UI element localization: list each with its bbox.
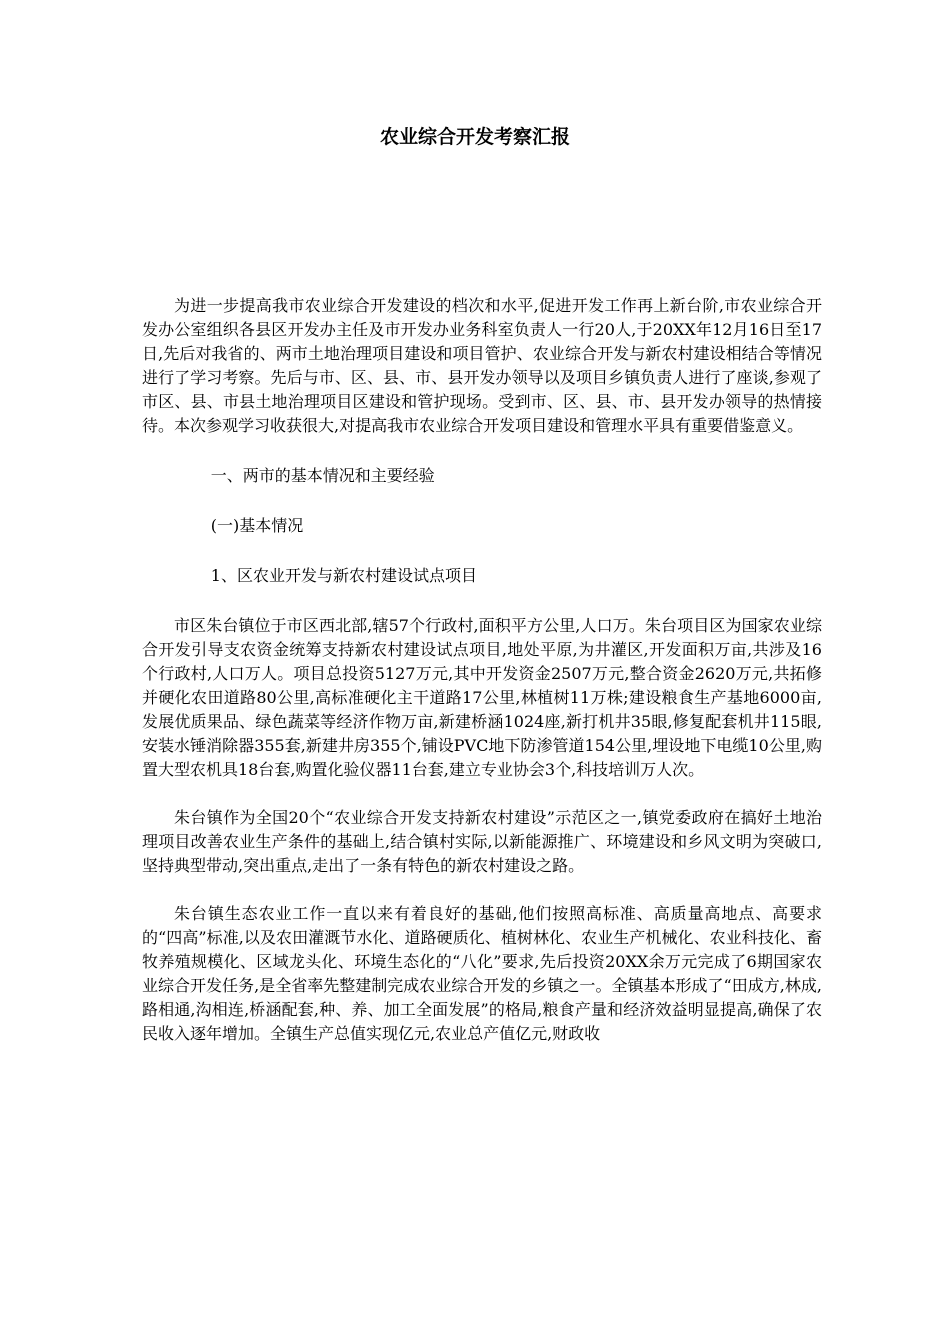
spacer [142,488,822,514]
intro-paragraph: 为进一步提高我市农业综合开发建设的档次和水平,促进开发工作再上新台阶,市农业综合开发办公室组织各县区开发办主任及市开发办业务科室负责人一行20人,于20XX年12月16日至17日,先后对我省的、两市土地治理项目建设和项目管护、农业综合开发与新农村建设相结合等情况进行了学习考察。先后与市、区、县、市、县开发办领导以及项目乡镇负责人进行了座谈,参观了市区、县、市县土地治理项目区建设和管护现场。受到市、区、县、市、县开发办领导的热情接待。本次参观学习收获很大,对提高我市农业综合开发项目建设和管理水平具有重要借鉴意义。 [142,296,822,435]
spacer [142,782,822,806]
item-heading: 1、区农业开发与新农村建设试点项目 [210,566,477,585]
subsection-heading: (一)基本情况 [210,516,304,535]
body-paragraph: 朱台镇作为全国20个“农业综合开发支持新农村建设”示范区之一,镇党委政府在搞好土地治理项目改善农业生产条件的基础上,结合镇村实际,以新能源推广、环境建设和乡风文明为突破口,坚持典型带动,突出重点,走出了一条有特色的新农村建设之路。 [142,808,822,875]
spacer [142,878,822,902]
spacer [142,538,822,564]
body-paragraph: 市区朱台镇位于市区西北部,辖57个行政村,面积平方公里,人口万。朱台项目区为国家农业综合开发引导支农资金统筹支持新农村建设试点项目,地处平原,为井灌区,开发面积万亩,共涉及16个行政村,人口万人。项目总投资5127万元,其中开发资金2507万元,整合资金2620万元,共拓修并硬化农田道路80公里,高标准硬化主干道路17公里,林植树11万株;建设粮食生产基地6000亩,发展优质果品、绿色蔬菜等经济作物万亩,新建桥涵1024座,新打机井35眼,修复配套机井115眼,安装水锤消除器355套,新建井房355个,铺设PVC地下防渗管道154公里,埋设地下电缆10公里,购置大型农机具18台套,购置化验仪器11台套,建立专业协会3个,科技培训万人次。 [142,616,822,779]
body-paragraph: 朱台镇生态农业工作一直以来有着良好的基础,他们按照高标准、高质量高地点、高要求的“四高”标准,以及农田灌溉节水化、道路硬质化、植树林化、农业生产机械化、农业科技化、畜牧养殖规模化、区域龙头化、环境生态化的“八化”要求,先后投资20XX余万元完成了6期国家农业综合开发任务,是全省率先整建制完成农业综合开发的乡镇之一。全镇基本形成了“田成方,林成,路相通,沟相连,桥涵配套,种、养、加工全面发展”的格局,粮食产量和经济效益明显提高,确保了农民收入逐年增加。全镇生产总值实现亿元,农业总产值亿元,财政收 [142,904,822,1043]
spacer [142,438,822,464]
section-heading: 一、两市的基本情况和主要经验 [210,466,435,485]
document-body [142,294,822,1046]
document-title: 农业综合开发考察汇报 [379,126,570,148]
spacer [142,588,822,614]
